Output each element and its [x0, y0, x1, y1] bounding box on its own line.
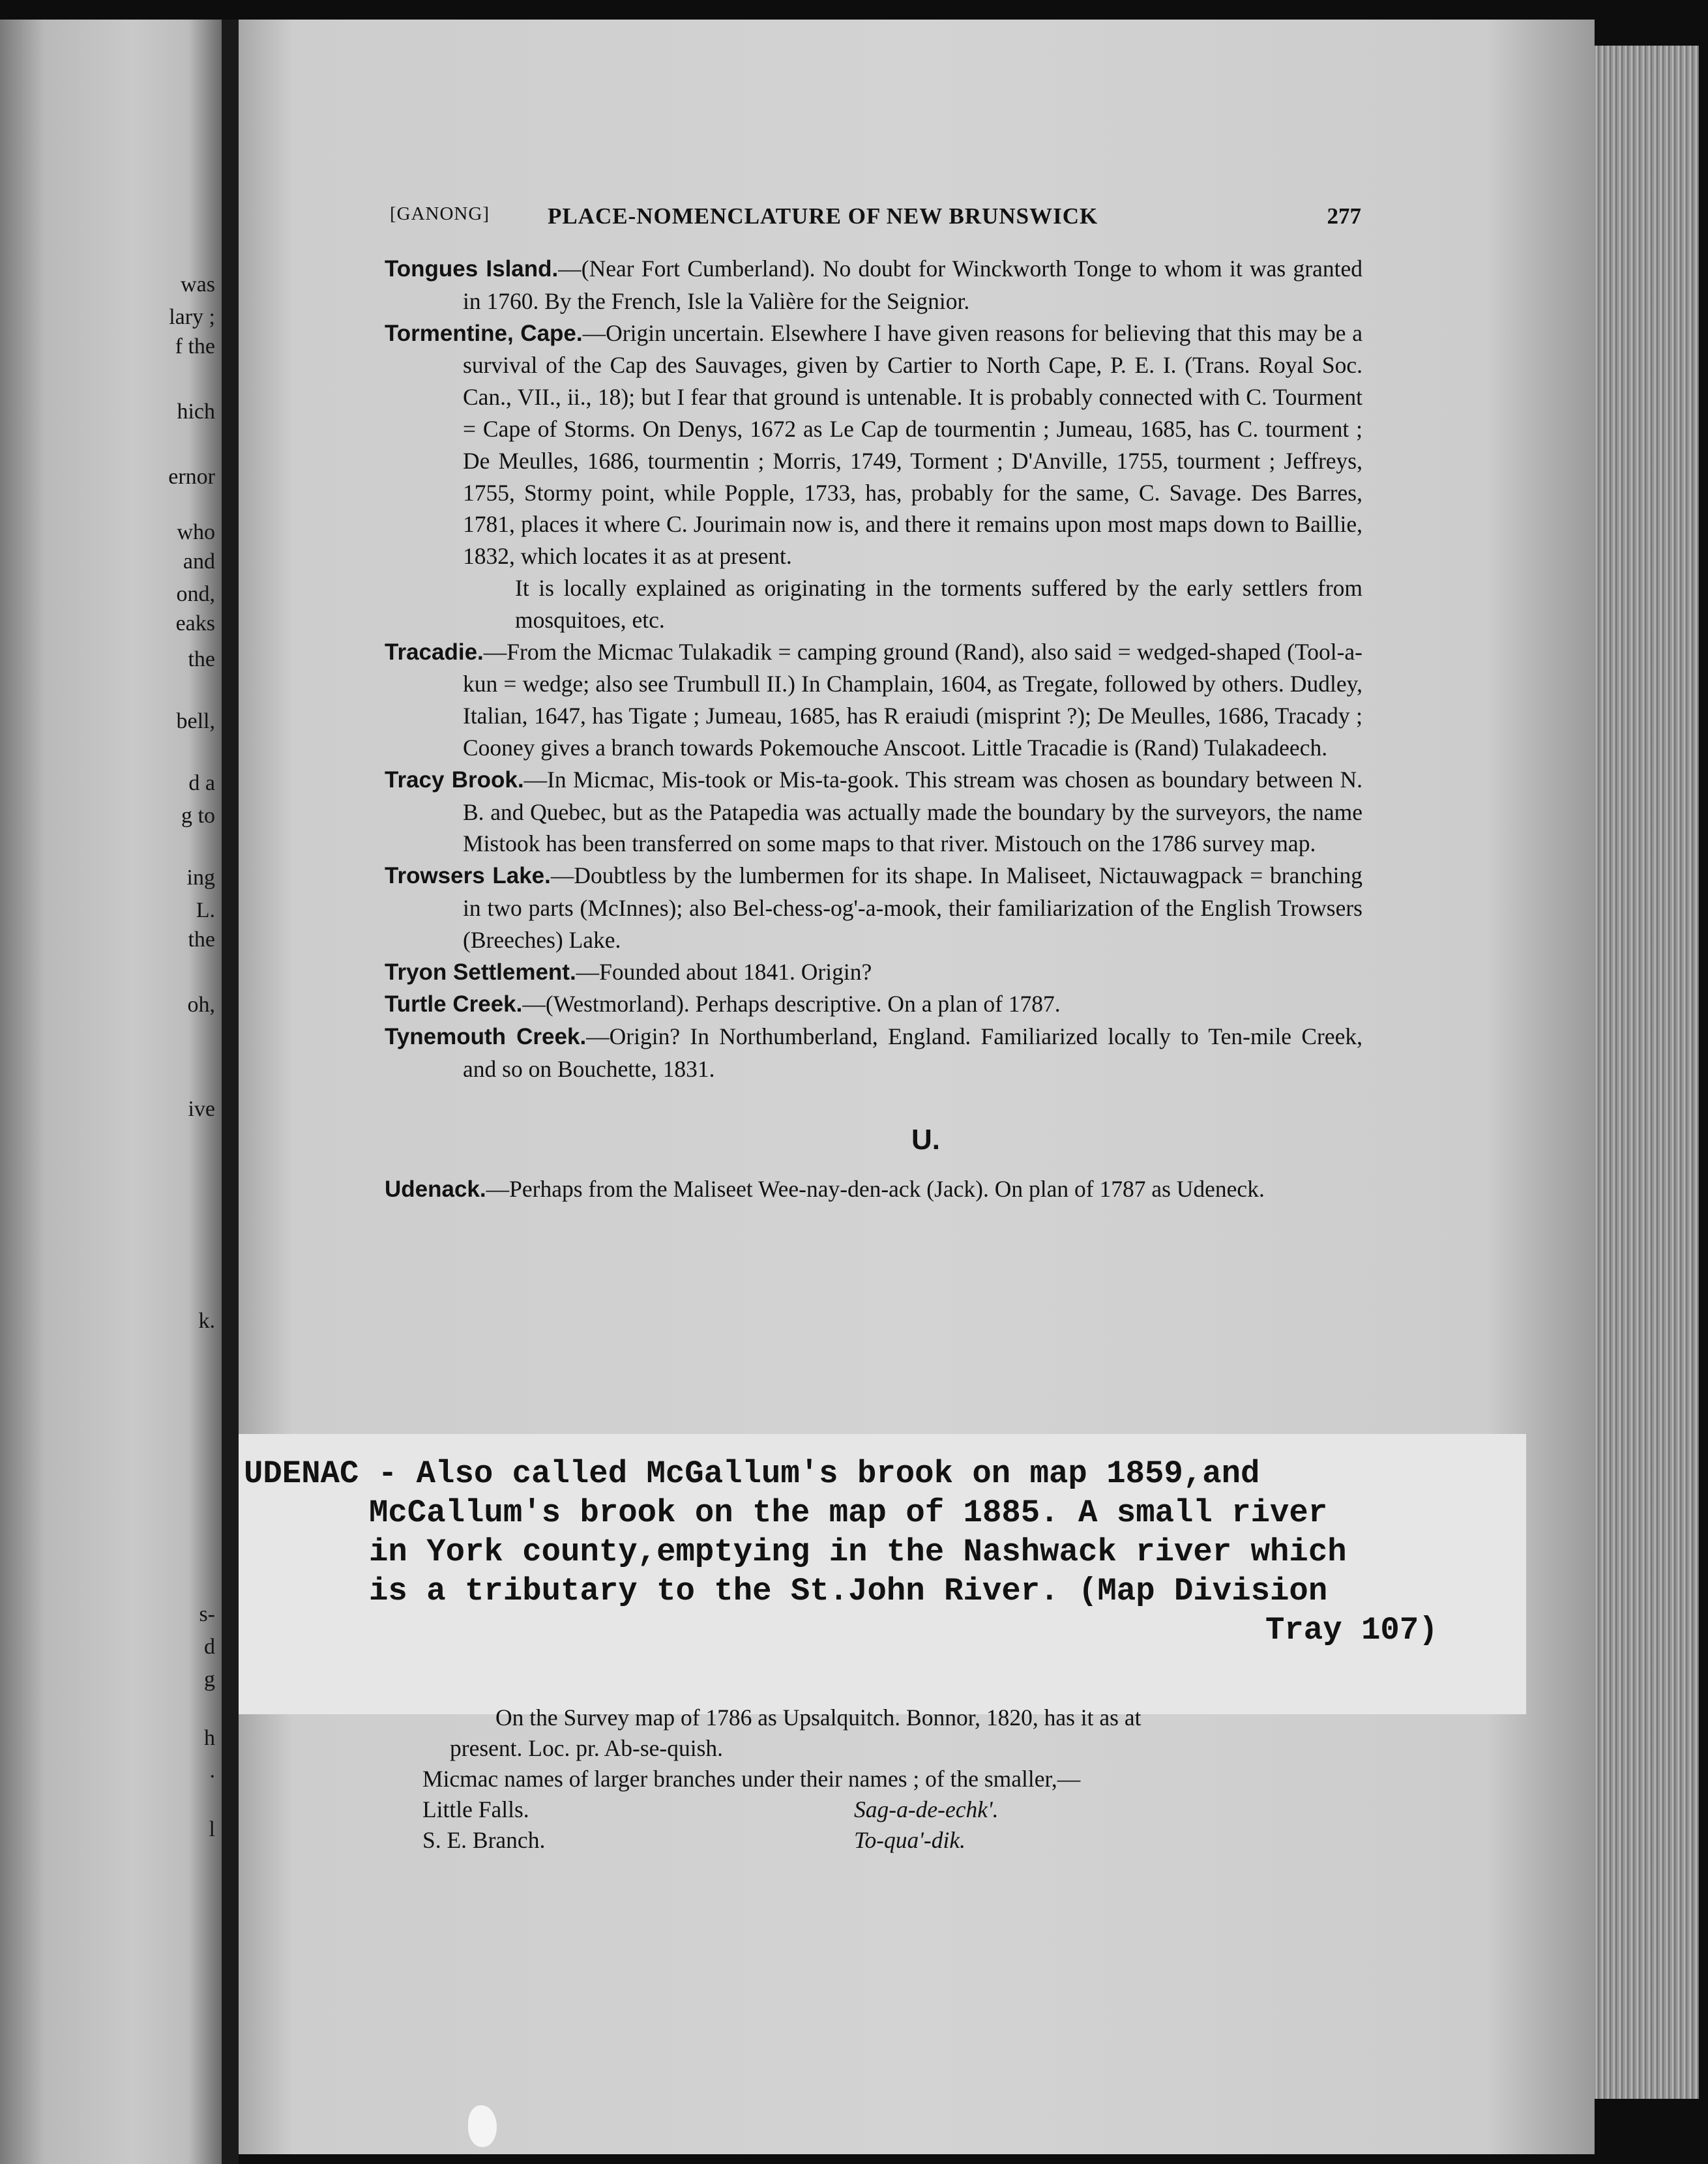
entry-text: —Doubtless by the lumbermen for its shape. In Maliseet, Nictauwagpack = branching in two parts (McInnes); also Bel-chess-og'-a-mook, their familiarization of the English Trowsers (Breeches) Lake.	[463, 862, 1362, 953]
facing-page-text-fragment: ing	[186, 866, 215, 890]
entry-headword: Tracy Brook.	[385, 767, 524, 793]
entry-text: —(Westmorland). Perhaps descriptive. On a plan of 1787.	[522, 991, 1061, 1017]
typed-line: UDENAC - Also called McGallum's brook on map 1859,and	[244, 1455, 1260, 1492]
entry-text: —(Near Fort Cumberland). No doubt for Winckworth Tonge to whom it was granted in 1760. By the French, Isle la Valière for the Seignior.	[463, 256, 1362, 314]
facing-page-text-fragment: s-	[199, 1602, 215, 1626]
entry-udenack	[385, 1173, 1362, 1206]
paper-blemish	[468, 2105, 497, 2147]
facing-page-text-fragment: l	[209, 1817, 215, 1841]
book-gutter	[222, 20, 239, 2164]
entry-headword: Tynemouth Creek.	[385, 1024, 587, 1050]
facing-page-text-fragment: L.	[196, 898, 215, 922]
branch-name: Little Falls.	[422, 1796, 529, 1822]
bottom-line: present. Loc. pr. Ab-se-quish.	[450, 1735, 724, 1761]
typed-line: Tray 107)	[1265, 1612, 1438, 1648]
facing-page-text-fragment: was	[181, 272, 215, 297]
entry-headword: Tracadie.	[385, 639, 484, 665]
facing-page-text-fragment: .	[209, 1759, 215, 1783]
entry-headword: Tongues Island.	[385, 256, 559, 282]
bottom-line: Micmac names of larger branches under their names ; of the smaller,—	[422, 1766, 1081, 1792]
typed-paste-in-slip	[239, 1434, 1526, 1714]
facing-page-text-fragment: ond,	[176, 582, 215, 606]
typed-line: McCallum's brook on the map of 1885. A small river	[369, 1495, 1328, 1531]
facing-page-text-fragment: k.	[198, 1309, 215, 1333]
entry-headword: Tryon Settlement.	[385, 959, 576, 985]
facing-page-text-fragment: h	[204, 1726, 215, 1750]
page-number: 277	[1327, 203, 1361, 229]
entry-text: It is locally explained as originating in the torments suffered by the early settlers from mosquitoes, etc.	[515, 574, 1362, 633]
running-header	[390, 203, 1361, 232]
entry-headword: Tormentine, Cape.	[385, 320, 583, 346]
entry-tracy-brook	[385, 764, 1362, 860]
entry-turtle-creek	[385, 988, 1362, 1021]
facing-page-text-fragment: oh,	[187, 993, 215, 1017]
facing-page-fragment	[0, 20, 222, 2164]
branch-micmac-name: To-qua'-dik.	[854, 1827, 965, 1853]
typed-line: in York county,emptying in the Nashwack river which	[369, 1534, 1347, 1570]
header-author: [GANONG]	[390, 203, 490, 224]
entry-text: —Origin uncertain. Elsewhere I have given reasons for believing that this may be a survival of the Cap des Sauvages, given by Cartier to North Cape, P. E. I. (Trans. Royal Soc. Can., VII., ii., 18); but I fear that ground is untenable. It is probably connected with C. Tourment = Cape of Storms. On Denys, 1672 as Le Cap de tourmentin ; Jumeau, 1685, has C. tourment ; De Meulles, 1686, tourmentin ; Morris, 1749, Torment ; D'Anville, 1755, tourment ; Jeffreys, 1755, Stormy point, while Popple, 1733, has, probably for the same, C. Savage. Des Barres, 1781, places it where C. Jourimain now is, and there it remains upon most maps down to Baillie, 1832, which locates it as at present.	[463, 319, 1363, 570]
entry-headword: Udenack.	[385, 1176, 486, 1202]
facing-page-text-fragment: the	[188, 647, 215, 671]
entry-headword: Trowsers Lake.	[385, 863, 551, 889]
entries-body	[385, 253, 1362, 1205]
entry-text: —In Micmac, Mis-took or Mis-ta-gook. This stream was chosen as boundary between N. B. and Quebec, but as the Patapedia was actually made the boundary by the surveyors, the name Mistook has been transferred on some maps to that river. Mistouch on the 1786 survey map.	[463, 766, 1362, 857]
facing-page-text-fragment: hich	[177, 400, 215, 424]
header-title: PLACE-NOMENCLATURE OF NEW BRUNSWICK	[548, 203, 1098, 229]
entry-tynemouth-creek	[385, 1021, 1362, 1085]
branch-row	[411, 1794, 1362, 1825]
branch-row	[411, 1825, 1362, 1856]
facing-page-text-fragment: f the	[175, 334, 215, 358]
entry-text: —Founded about 1841. Origin?	[576, 958, 872, 985]
entry-text: —Origin? In Northumberland, England. Familiarized locally to Ten-mile Creek, and so on Bouchette, 1831.	[463, 1023, 1362, 1082]
facing-page-text-fragment: ive	[188, 1097, 215, 1121]
section-letter: U.	[911, 1123, 940, 1156]
facing-page-text-fragment: lary ;	[169, 305, 215, 329]
facing-page-text-fragment: the	[188, 928, 215, 952]
facing-page-text-fragment: d a	[188, 771, 215, 795]
facing-page-text-fragment: ernor	[168, 465, 215, 489]
typed-line: is a tributary to the St.John River. (Map Division	[369, 1573, 1328, 1609]
entry-text: —Perhaps from the Maliseet Wee-nay-den-ack (Jack). On plan of 1787 as Udeneck.	[486, 1175, 1265, 1202]
entry-tormentine-cape	[385, 317, 1362, 572]
bottom-line: On the Survey map of 1786 as Upsalquitch. Bonnor, 1820, has it as at	[495, 1704, 1141, 1731]
entry-tryon-settlement	[385, 956, 1362, 989]
branch-micmac-name: Sag-a-de-echk'.	[854, 1796, 999, 1822]
facing-page-text-fragment: and	[183, 549, 215, 574]
entry-headword: Turtle Creek.	[385, 991, 523, 1017]
facing-page-text-fragment: d	[204, 1635, 215, 1659]
facing-page-text-fragment: g to	[181, 804, 215, 828]
upsalquitch-continuation	[411, 1703, 1362, 1856]
facing-page-text-fragment: who	[177, 520, 215, 544]
facing-page-text-fragment: eaks	[175, 611, 215, 636]
facing-page-text-fragment: bell,	[176, 709, 215, 733]
branch-name: S. E. Branch.	[422, 1827, 546, 1853]
entry-trowsers-lake	[385, 860, 1362, 956]
entry-continuation	[385, 572, 1362, 636]
entry-text: —From the Micmac Tulakadik = camping ground (Rand), also said = wedged-shaped (Tool-a-kun = wedge; also see Trumbull II.) In Champlain, 1604, as Tregate, followed by others. Dudley, Italian, 1647, has Tigate ; Jumeau, 1685, has R eraiudi (misprint ?); De Meulles, 1686, Tracady ; Cooney gives a branch towards Pokemouche Anscoot. Little Tracadie is (Rand) Tulakadeech.	[463, 638, 1362, 761]
facing-page-text-fragment: g	[204, 1667, 215, 1691]
entry-tracadie	[385, 636, 1362, 764]
entry-tongues-island	[385, 253, 1362, 317]
page-edges	[1595, 46, 1699, 2099]
